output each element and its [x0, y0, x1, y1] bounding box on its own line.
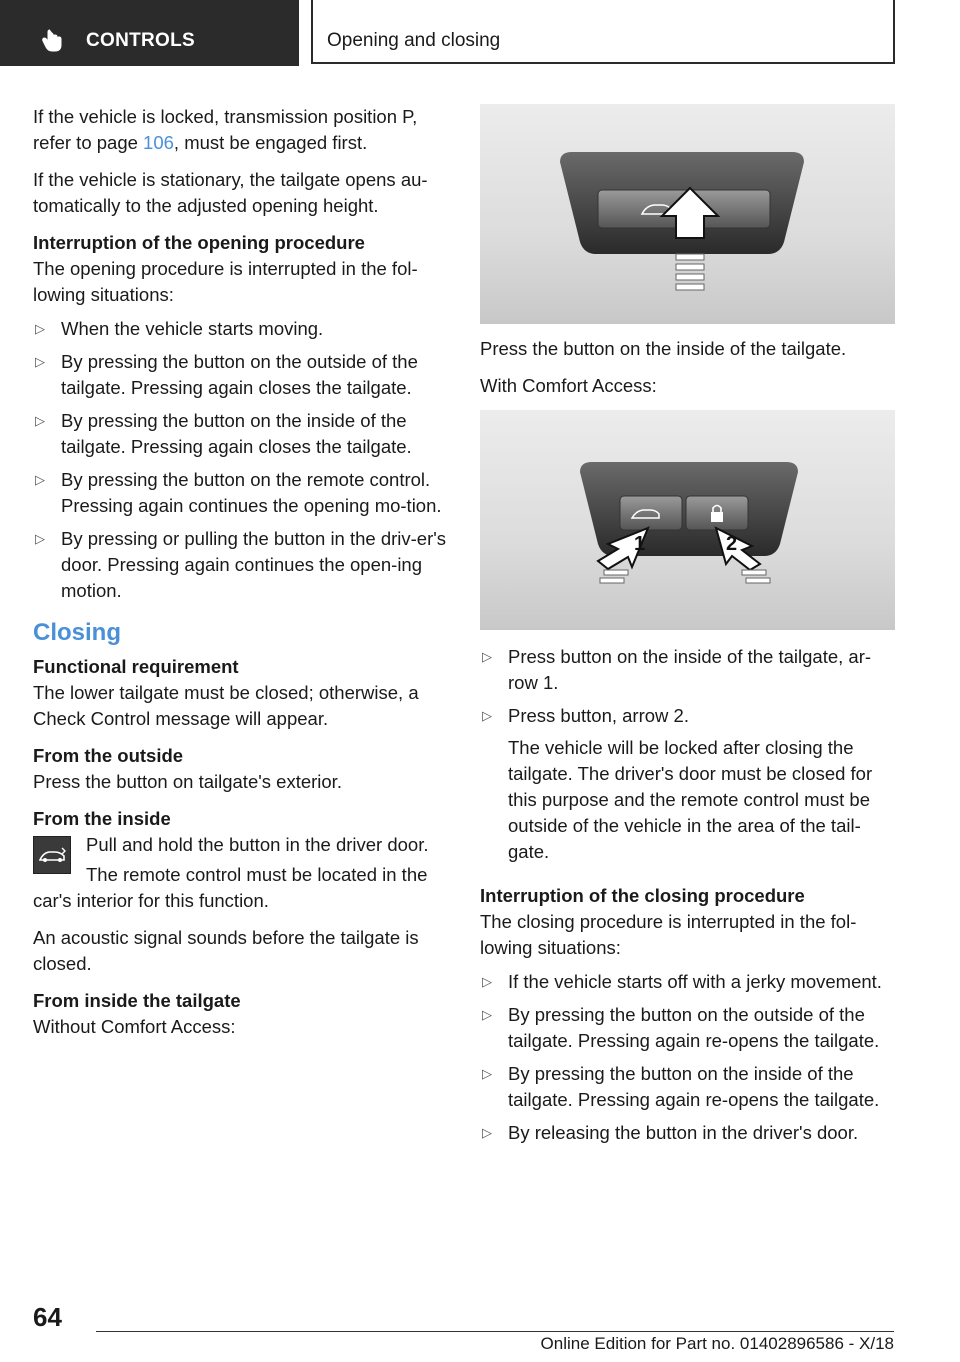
comfort-access-illustration	[480, 410, 895, 630]
triangle-bullet-icon: ▷	[482, 1125, 492, 1140]
hand-pointer-icon	[40, 28, 66, 54]
topic-box	[311, 0, 895, 64]
comfort-access-list	[480, 644, 900, 865]
list-item: ▷ Press button on the inside of the tailgate, ar-row 1.	[482, 646, 872, 693]
from-inside-text-2: The remote control must be located in the car's interior for this function.	[33, 864, 428, 911]
figure-comfort-access-buttons	[480, 410, 895, 630]
functional-requirement-text: The lower tailgate must be closed; otherwise, a Check Control message will appear.	[33, 682, 419, 729]
triangle-bullet-icon: ▷	[35, 321, 45, 336]
triangle-bullet-icon: ▷	[482, 974, 492, 989]
acoustic-text: An acoustic signal sounds before the tailgate is closed.	[33, 927, 419, 974]
list-item: ▷ By pressing or pulling the button in the driv-er's door. Pressing again continues the open-ing motion.	[35, 528, 447, 601]
with-comfort-access-label: With Comfort Access:	[480, 375, 657, 396]
from-inside-text-1: Pull and hold the button in the driver door.	[86, 834, 429, 855]
interrupt-opening-list	[33, 316, 453, 604]
figure-1-caption: Press the button on the inside of the tailgate.	[480, 338, 847, 359]
triangle-bullet-icon: ▷	[35, 354, 45, 369]
list-item: ▷ By pressing the button on the inside of the tailgate. Pressing again re-opens the tailgate.	[482, 1063, 880, 1110]
section-label: CONTROLS	[86, 30, 196, 51]
footer-divider	[96, 1331, 894, 1332]
paragraph-locked: If the vehicle is locked, transmission position P, refer to page 106, must be engaged first.	[33, 106, 418, 153]
from-inside-block	[33, 832, 453, 914]
edition-text: Online Edition for Part no. 01402896586 - X/18	[540, 1334, 894, 1353]
interrupt-closing-list	[480, 969, 900, 1146]
heading-from-outside: From the outside	[33, 745, 184, 766]
heading-closing: Closing	[33, 619, 121, 646]
tailgate-button-icon	[33, 836, 71, 874]
heading-from-inside-tailgate: From inside the tailgate	[33, 990, 241, 1011]
tailgate-button-illustration	[480, 104, 895, 324]
list-item: ▷ When the vehicle starts moving.	[33, 316, 453, 342]
list-item: ▷ By releasing the button in the driver's door.	[480, 1120, 900, 1146]
arrow-1-label: 1	[634, 533, 646, 555]
page-link[interactable]: 106	[143, 132, 174, 153]
triangle-bullet-icon: ▷	[482, 649, 492, 664]
left-column	[33, 104, 453, 1051]
triangle-bullet-icon: ▷	[35, 531, 45, 546]
topic-label: Opening and closing	[327, 30, 501, 51]
paragraph-stationary: If the vehicle is stationary, the tailgate opens au-tomatically to the adjusted opening height.	[33, 169, 428, 216]
list-item: ▷ By pressing the button on the outside of the tailgate. Pressing again re-opens the tailgate.	[482, 1004, 880, 1051]
list-item: ▷ By pressing the button on the outside of the tailgate. Pressing again closes the tailgate.	[35, 351, 418, 398]
section-tab	[0, 0, 299, 66]
interrupt-opening-intro: The opening procedure is interrupted in the fol-lowing situations:	[33, 258, 418, 305]
triangle-bullet-icon: ▷	[482, 708, 492, 723]
heading-interrupt-opening: Interruption of the opening procedure	[33, 232, 365, 253]
interrupt-closing-intro: The closing procedure is interrupted in the fol-lowing situations:	[480, 911, 857, 958]
list-item: ▷ By pressing the button on the remote control. Pressing again continues the opening mo-tion.	[35, 469, 442, 516]
list-item: ▷ If the vehicle starts off with a jerky movement.	[480, 969, 900, 995]
triangle-bullet-icon: ▷	[482, 1007, 492, 1022]
page-header	[0, 0, 960, 66]
triangle-bullet-icon: ▷	[35, 413, 45, 428]
from-outside-text: Press the button on tailgate's exterior.	[33, 771, 342, 792]
heading-interrupt-closing: Interruption of the closing procedure	[480, 885, 805, 906]
list-item: ▷ Press button, arrow 2. The vehicle will be locked after closing the tailgate. The driver's door must be closed for this purpose and the remote control must be outside of the vehicle in the area of the tail-gate.	[480, 703, 900, 865]
heading-from-inside: From the inside	[33, 808, 171, 829]
list-item: ▷ By pressing the button on the inside of the tailgate. Pressing again closes the tailgate.	[35, 410, 412, 457]
triangle-bullet-icon: ▷	[35, 472, 45, 487]
heading-functional-requirement: Functional requirement	[33, 656, 239, 677]
lock-note: The vehicle will be locked after closing the tailgate. The driver's door must be closed for this purpose and the remote control must be outside of the vehicle in the area of the tail-gate.	[508, 737, 873, 862]
triangle-bullet-icon: ▷	[482, 1066, 492, 1081]
without-comfort-access-label: Without Comfort Access:	[33, 1016, 236, 1037]
arrow-2-label: 2	[726, 533, 738, 555]
page-number: 64	[33, 1302, 62, 1332]
right-column	[480, 104, 900, 1153]
figure-tailgate-button	[480, 104, 895, 324]
